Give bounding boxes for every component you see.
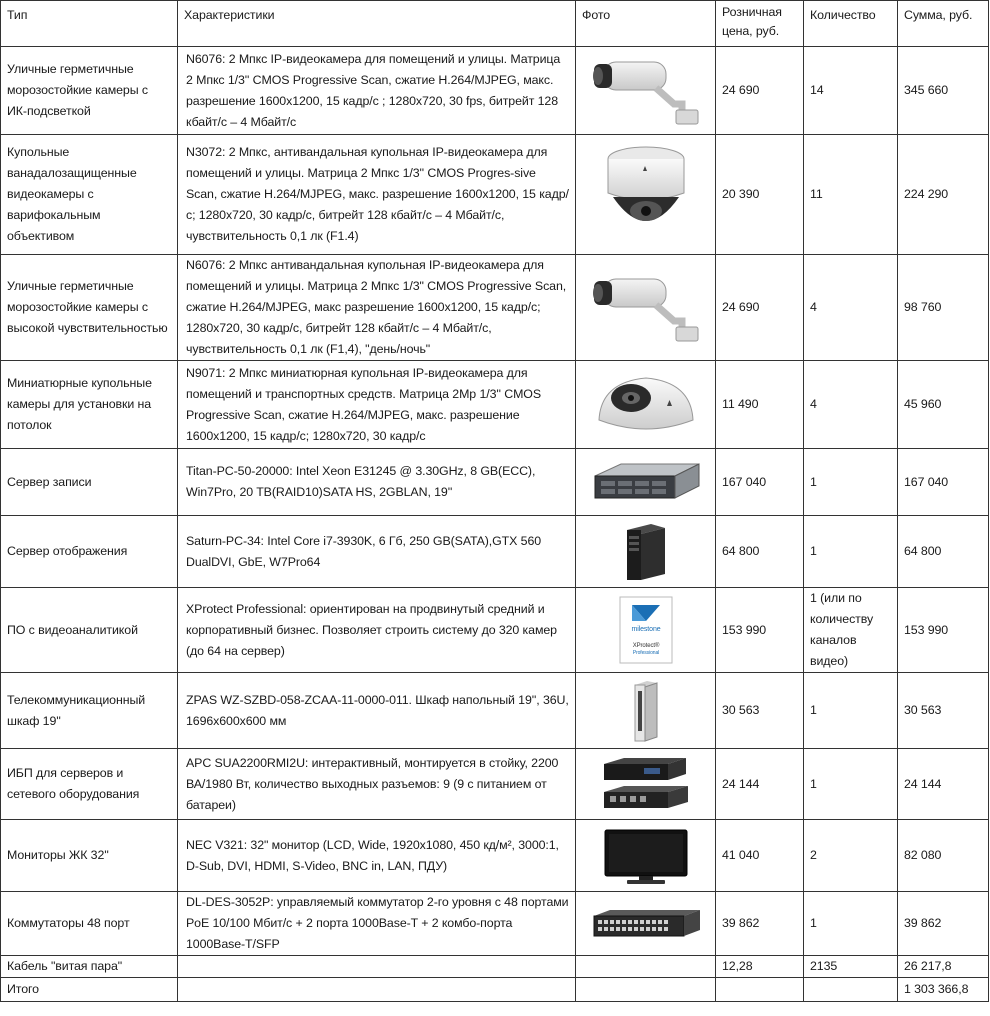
cell-price: 153 990 (716, 588, 804, 673)
cell-empty (804, 978, 898, 1002)
table-row (1, 673, 989, 749)
cell-sum: 345 660 (898, 47, 989, 135)
cell-type: Коммутаторы 48 порт (1, 892, 178, 956)
table-row-total (1, 978, 989, 1002)
cell-type: Кабель "витая пара" (1, 956, 178, 978)
cell-sum: 45 960 (898, 361, 989, 449)
cell-price: 24 144 (716, 749, 804, 820)
cell-sum: 26 217,8 (898, 956, 989, 978)
table-row (1, 820, 989, 892)
cell-specs: XProtect Professional: ориентирован на продвинутый средний и корпоративный бизнес. Позволяет строить систему до 320 камер (до 64 на сервер) (178, 588, 576, 673)
cell-price: 11 490 (716, 361, 804, 449)
cell-sum: 39 862 (898, 892, 989, 956)
software-edition: Professional (632, 650, 659, 656)
cell-sum: 167 040 (898, 449, 989, 516)
lcd-monitor-icon (601, 826, 691, 886)
cell-specs: N6076: 2 Мпкс IP-видеокамера для помещений и улицы. Матрица 2 Мпкс 1/3'' CMOS Progressive Scan, сжатие H.264/MJPEG, макс. разрешение 1600х1200, 15 кадр/с ; 1280х720, 30 fps, битрейт 128 кбайт/с – 4 Мбайт/с (178, 47, 576, 135)
cell-sum: 224 290 (898, 135, 989, 255)
cell-photo-empty (576, 956, 716, 978)
software-product: XProtect® (632, 643, 659, 649)
cell-specs-empty (178, 956, 576, 978)
cell-type: Уличные герметичные морозостойкие камеры с ИК-подсветкой (1, 47, 178, 135)
cell-sum: 64 800 (898, 516, 989, 588)
rack-server-icon (591, 460, 701, 504)
cell-sum: 24 144 (898, 749, 989, 820)
bullet-camera-icon (586, 269, 706, 347)
table-row (1, 255, 989, 361)
network-switch-icon (590, 906, 702, 942)
cell-specs: Titan-PC-50-20000: Intel Xeon E31245 @ 3.30GHz, 8 GB(ECC), Win7Pro, 20 TB(RAID10)SATA HS, 2GBLAN, 19'' (178, 449, 576, 516)
photo-cell (576, 820, 716, 892)
cell-qty: 1 (или по количеству каналов видео) (804, 588, 898, 673)
cell-price: 20 390 (716, 135, 804, 255)
table-row (1, 749, 989, 820)
cell-total-sum: 1 303 366,8 (898, 978, 989, 1002)
cell-specs: Saturn-PC-34: Intel Core i7-3930K, 6 Гб, 250 GB(SATA),GTX 560 DualDVI, GbE, W7Pro64 (178, 516, 576, 588)
header-price: Розничная цена, руб. (716, 1, 804, 47)
table-row (1, 135, 989, 255)
photo-cell (576, 588, 716, 673)
cell-specs: N6076: 2 Мпкс антивандальная купольная IP-видеокамера для помещений и улицы. Матрица 2 Мпкс 1/3" CMOS Progressive Scan, сжатие H.264/MJPEG, макс разрешение 1600х1200, 15 кадр/с; 1280х720, 30 кадр/с, битрейт 128 кбайт/с – 4 Мбайт/с, чувствительность 0,1 лк (F1,4), "день/ночь" (178, 255, 576, 361)
rack-cabinet-icon (631, 679, 661, 743)
photo-cell (576, 892, 716, 956)
software-brand: milestone (630, 626, 661, 633)
table-header-row (1, 1, 989, 47)
cell-specs: N9071: 2 Мпкс миниатюрная купольная IP-видеокамера для помещений и транспортных средств. Матрица 2Mp 1/3'' CMOS Progressive Scan, сжатие H.264/MJPEG, макс. разрешение 1600х1200, 15 кадр/с; 1280х720, 30 кадр/с (178, 361, 576, 449)
header-qty: Количество (804, 1, 898, 47)
mini-dome-camera-icon (591, 368, 701, 442)
dome-camera-icon (591, 141, 701, 249)
cell-type: ИБП для серверов и сетевого оборудования (1, 749, 178, 820)
cell-qty: 1 (804, 673, 898, 749)
cell-qty: 2135 (804, 956, 898, 978)
photo-cell (576, 135, 716, 255)
table-row-cable (1, 956, 989, 978)
table-row (1, 47, 989, 135)
cell-specs: DL-DES-3052P: управляемый коммутатор 2-го уровня с 48 портами PoE 10/100 Мбит/с + 2 порта 1000Base-T + 2 комбо-порта 1000Base-T/SFP (178, 892, 576, 956)
photo-cell (576, 516, 716, 588)
cell-specs: ZPAS WZ-SZBD-058-ZCAA-11-0000-011. Шкаф напольный 19'', 36U, 1696х600х600 мм (178, 673, 576, 749)
header-specs: Характеристики (178, 1, 576, 47)
table-row (1, 449, 989, 516)
cell-specs: NEC V321: 32" монитор (LCD, Wide, 1920x1080, 450 кд/м², 3000:1, D-Sub, DVI, HDMI, S-Video, BNC in, LAN, ПДУ) (178, 820, 576, 892)
table-row (1, 588, 989, 673)
cell-qty: 14 (804, 47, 898, 135)
cell-specs: APC SUA2200RMI2U: интерактивный, монтируется в стойку, 2200 ВА/1980 Вт, количество выходных разъемов: 9 (9 с питанием от батареи) (178, 749, 576, 820)
cell-sum: 153 990 (898, 588, 989, 673)
cell-price: 64 800 (716, 516, 804, 588)
cell-total-label: Итого (1, 978, 178, 1002)
photo-cell (576, 47, 716, 135)
cell-qty: 1 (804, 449, 898, 516)
cell-qty: 1 (804, 892, 898, 956)
header-sum: Сумма, руб. (898, 1, 989, 47)
ups-icon (598, 754, 694, 814)
software-box-icon (618, 595, 674, 665)
photo-cell (576, 449, 716, 516)
cell-type: Сервер записи (1, 449, 178, 516)
cell-qty: 4 (804, 255, 898, 361)
cell-price: 167 040 (716, 449, 804, 516)
cell-type: Миниатюрные купольные камеры для установки на потолок (1, 361, 178, 449)
photo-cell (576, 361, 716, 449)
cell-type: Телекоммуникационный шкаф 19'' (1, 673, 178, 749)
cell-sum: 98 760 (898, 255, 989, 361)
cell-price: 24 690 (716, 255, 804, 361)
cell-empty (716, 978, 804, 1002)
table-row (1, 892, 989, 956)
photo-cell (576, 255, 716, 361)
cell-price: 30 563 (716, 673, 804, 749)
cell-qty: 1 (804, 516, 898, 588)
cell-price: 12,28 (716, 956, 804, 978)
cell-price: 41 040 (716, 820, 804, 892)
cell-type: ПО с видеоаналитикой (1, 588, 178, 673)
cell-qty: 11 (804, 135, 898, 255)
cell-type: Купольные ванадалозащищенные видеокамеры с варифокальным объективом (1, 135, 178, 255)
tower-server-icon (621, 522, 671, 582)
cell-type: Уличные герметичные морозостойкие камеры с высокой чувствительностью (1, 255, 178, 361)
cell-specs: N3072: 2 Мпкс, антивандальная купольная IP-видеокамера для помещений и улицы. Матрица 2 Мпкс 1/3'' CMOS Progres-sive Scan, сжатие H.264/MJPEG, макс. разрешение 1600х1200, 15 кадр/с; 1280х720, 30 кадр/с, битрейт 128 кбайт/с – 4 Мбайт/с, чувствительность 0,1 лк (F1.4) (178, 135, 576, 255)
photo-cell (576, 673, 716, 749)
bullet-camera-icon (586, 52, 706, 130)
cell-empty (178, 978, 576, 1002)
cell-empty (576, 978, 716, 1002)
header-type: Тип (1, 1, 178, 47)
cell-qty: 4 (804, 361, 898, 449)
cell-price: 39 862 (716, 892, 804, 956)
cell-sum: 82 080 (898, 820, 989, 892)
cell-sum: 30 563 (898, 673, 989, 749)
photo-cell (576, 749, 716, 820)
cell-type: Мониторы ЖК 32'' (1, 820, 178, 892)
cell-price: 24 690 (716, 47, 804, 135)
cell-qty: 2 (804, 820, 898, 892)
table-row (1, 361, 989, 449)
cell-qty: 1 (804, 749, 898, 820)
cell-type: Сервер отображения (1, 516, 178, 588)
table-row (1, 516, 989, 588)
header-photo: Фото (576, 1, 716, 47)
